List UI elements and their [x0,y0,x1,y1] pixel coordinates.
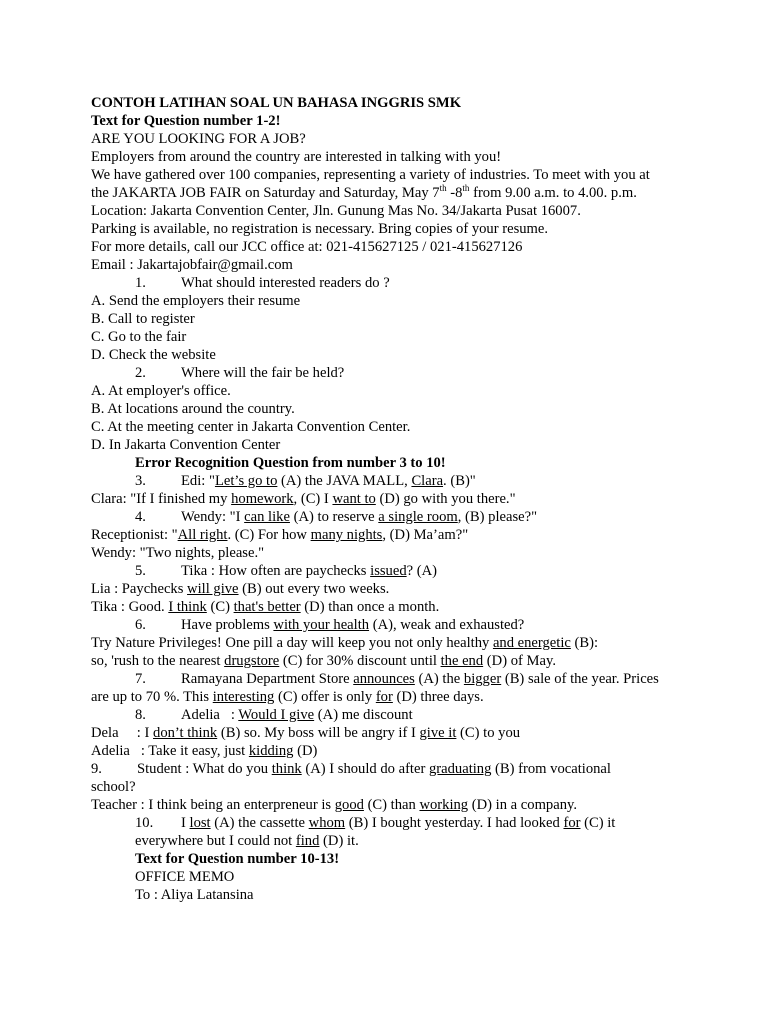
section-heading-q3-10: Error Recognition Question from number 3 to 10! [135,455,446,471]
ad-headline: ARE YOU LOOKING FOR A JOB? [91,131,306,147]
question-4-line-1: 4. Wendy: "I can like (A) to reserve a single room, (B) please?" [135,509,538,525]
question-1: 1. What should interested readers do ? [135,275,390,291]
document-title: CONTOH LATIHAN SOAL UN BAHASA INGGRIS SMK [91,95,462,111]
ad-parking: Parking is available, no registration is necessary. Bring copies of your resume. [91,221,549,237]
ad-line-1: Employers from around the country are interested in talking with you! [91,149,502,165]
section-heading-q1-2: Text for Question number 1-2! [91,113,281,129]
ad-contact-email: Email : Jakartajobfair@gmail.com [91,257,293,273]
memo-to: To : Aliya Latansina [135,887,254,903]
question-3-line-2: Clara: "If I finished my homework, (C) I want to (D) go with you there." [91,491,516,507]
question-9-line-2: school? [91,779,136,795]
question-8-line-2: Dela : I don’t think (B) so. My boss will be angry if I give it (C) to you [91,725,521,741]
question-6-line-3: so, 'rush to the nearest drugstore (C) for 30% discount until the end (D) of May. [91,653,556,669]
question-8-line-3: Adelia : Take it easy, just kidding (D) [91,743,318,759]
q1-option-c: C. Go to the fair [91,329,187,345]
question-10-line-2: everywhere but I could not find (D) it. [135,833,359,849]
question-7-line-2: are up to 70 %. This interesting (C) offer is only for (D) three days. [91,689,484,705]
memo-title: OFFICE MEMO [135,869,235,885]
question-5-line-1: 5. Tika : How often are paychecks issued? (A) [135,563,438,579]
q2-option-c: C. At the meeting center in Jakarta Convention Center. [91,419,411,435]
question-3-line-1: 3. Edi: "Let’s go to (A) the JAVA MALL, Clara. (B)" [135,473,476,489]
ad-location: Location: Jakarta Convention Center, Jln. Gunung Mas No. 34/Jakarta Pusat 16007. [91,203,581,219]
q2-option-d: D. In Jakarta Convention Center [91,437,281,453]
q1-option-b: B. Call to register [91,311,195,327]
question-7-line-1: 7. Ramayana Department Store announces (A) the bigger (B) sale of the year. Prices [135,671,659,687]
question-5-line-2: Lia : Paychecks will give (B) out every two weeks. [91,581,390,597]
question-9-line-1: 9. Student : What do you think (A) I should do after graduating (B) from vocational [91,761,611,777]
question-10-line-1: 10. I lost (A) the cassette whom (B) I bought yesterday. I had looked for (C) it [135,815,616,831]
section-heading-q10-13: Text for Question number 10-13! [135,851,340,867]
question-8-line-1: 8. Adelia : Would I give (A) me discount [135,707,413,723]
document-page [91,94,761,904]
question-6-line-2: Try Nature Privileges! One pill a day will keep you not only healthy and energetic (B): [91,635,599,651]
question-9-line-3: Teacher : I think being an enterpreneur is good (C) than working (D) in a company. [91,797,577,813]
question-5-line-3: Tika : Good. I think (C) that's better (D) than once a month. [91,599,440,615]
q1-option-d: D. Check the website [91,347,216,363]
question-4-line-3: Wendy: "Two nights, please." [91,545,265,561]
q2-option-b: B. At locations around the country. [91,401,295,417]
question-4-line-2: Receptionist: "All right. (C) For how many nights, (D) Ma’am?" [91,527,469,543]
ad-contact-phone: For more details, call our JCC office at: 021-415627125 / 021-415627126 [91,239,523,255]
question-6-line-1: 6. Have problems with your health (A), weak and exhausted? [135,617,525,633]
ad-line-3: the JAKARTA JOB FAIR on Saturday and Saturday, May 7th -8th from 9.00 a.m. to 4.00. p.m. [91,183,637,201]
ad-line-2: We have gathered over 100 companies, representing a variety of industries. To meet with you at [91,167,650,183]
q2-option-a: A. At employer's office. [91,383,231,399]
question-2: 2. Where will the fair be held? [135,365,345,381]
q1-option-a: A. Send the employers their resume [91,293,301,309]
